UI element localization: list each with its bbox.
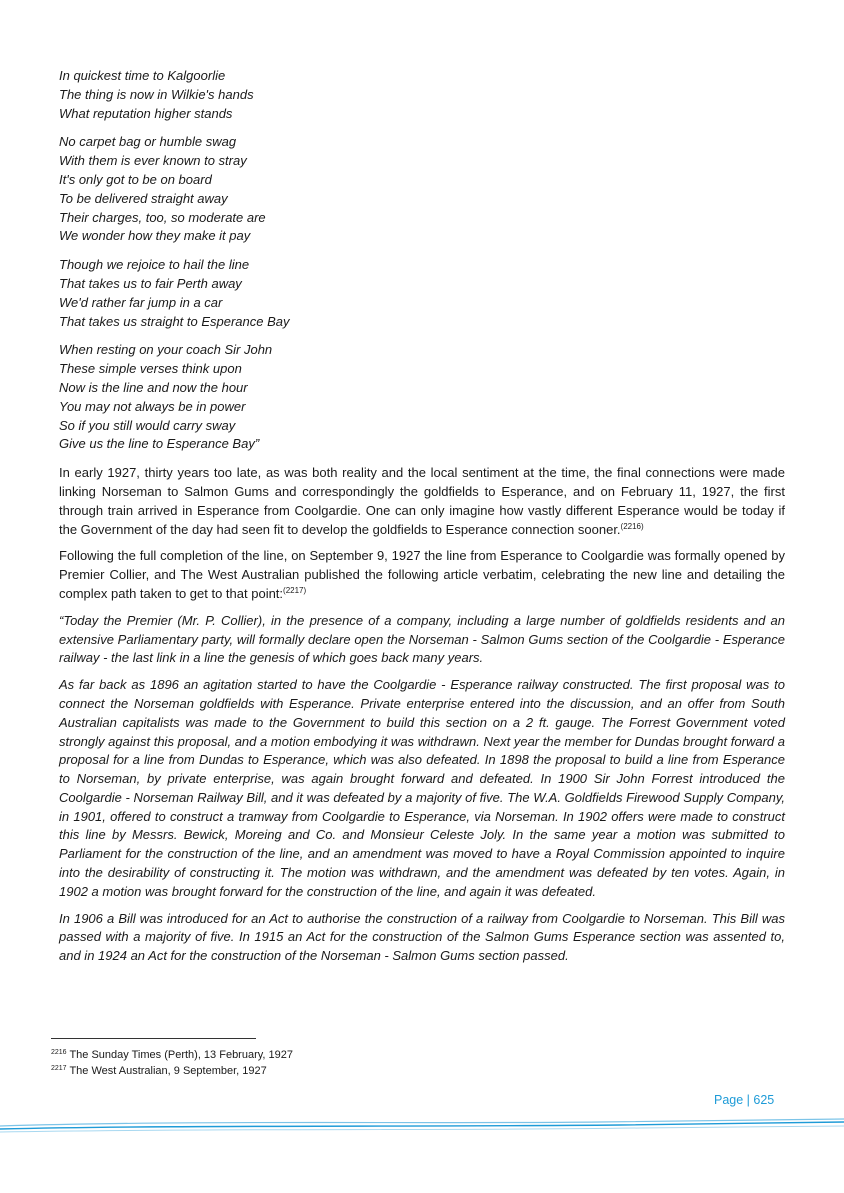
footnote-number: 2217 xyxy=(51,1064,67,1072)
poem-line: When resting on your coach Sir John xyxy=(59,342,273,358)
poem-line: Their charges, too, so moderate are xyxy=(59,209,266,225)
poem-line: These simple verses think upon xyxy=(59,361,242,377)
footnote-reference: (2217) xyxy=(283,585,307,595)
footnote-text: The West Australian, 9 September, 1927 xyxy=(69,1064,267,1077)
poem-line: That takes us to fair Perth away xyxy=(59,275,242,291)
body-paragraph xyxy=(59,547,785,603)
poem-line: The thing is now in Wilkie's hands xyxy=(59,86,254,102)
quoted-paragraph xyxy=(59,676,785,902)
poem-line: In quickest time to Kalgoorlie xyxy=(59,68,226,83)
footnote-number: 2216 xyxy=(51,1049,67,1056)
poem-stanza xyxy=(59,256,785,331)
footnote-reference: (2216) xyxy=(620,521,644,531)
page-number: Page | 625 xyxy=(714,1093,775,1107)
paragraph-text: Following the full completion of the line, on September 9, 1927 the line from Esperance to Coolgardie was formally opened by Premier Collier, and The West Australian published the following article verbatim, celebrating the new line and detailing the complex path taken to get to that point: xyxy=(59,548,785,601)
poem-line: With them is ever known to stray xyxy=(59,153,247,169)
footnote-divider xyxy=(51,1038,256,1039)
poem-line: To be delivered straight away xyxy=(59,190,228,206)
poem-line: Give us the line to Esperance Bay” xyxy=(59,436,260,452)
quoted-paragraph xyxy=(59,910,785,966)
poem-line: So if you still would carry sway xyxy=(59,417,236,433)
poem-stanza xyxy=(59,67,785,123)
poem-line: We'd rather far jump in a car xyxy=(59,294,223,310)
page-content xyxy=(59,67,785,974)
poem-stanza xyxy=(59,341,785,454)
quoted-paragraph xyxy=(59,612,785,668)
poem-line: What reputation higher stands xyxy=(59,105,233,121)
poem-line: No carpet bag or humble swag xyxy=(59,134,237,150)
body-paragraph xyxy=(59,464,785,539)
paragraph-text: In 1906 a Bill was introduced for an Act to authorise the construction of a railway from Coolgardie to Norseman. This Bill was passed with a majority of five. In 1915 an Act for the construction of the Salmon Gums Esperance section was assented to, and in 1924 an Act for the construction of the Norseman - Salmon Gums section passed. xyxy=(59,910,785,964)
poem-line: You may not always be in power xyxy=(59,398,246,414)
poem-line: Now is the line and now the hour xyxy=(59,379,248,395)
footnote xyxy=(51,1048,293,1064)
poem-line: It's only got to be on board xyxy=(59,171,212,187)
paragraph-text: As far back as 1896 an agitation started to have the Coolgardie - Esperance railway constructed. The first proposal was to connect the Norseman goldfields with Esperance. Private enterprise entered into the discussion, and an offer from South Australian capitalists was made to the Government to build this section on a 2 ft. gauge. The Forrest Government voted strongly against this proposal, and a motion embodying it was withdrawn. Next year the member for Dundas brought forward a proposal for a line from Dundas to Esperance, which was also defeated. In 1898 the proposal to build a line from Esperance to Norseman, by private enterprise, was again brought forward and defeated. In 1900 Sir John Forrest introduced the Coolgardie - Norseman Railway Bill, and it was defeated by a majority of five. The W.A. Goldfields Firewood Supply Company, in 1901, offered to construct a tramway from Coolgardie to Esperance, via Norseman. In 1902 offers were made to construct this line by Messrs. Bewick, Moreing and Co. and Monsieur Celeste Joly. In the same year a motion was submitted to Parliament for the construction of the line, and an amendment was moved to have a Royal Commission appointed to inquire into the desirability of constructing it. The motion was withdrawn, and the amendment was defeated by ten votes. Again, in 1902 a motion was brought forward for the construction of the line, and again it was defeated. xyxy=(59,677,785,899)
footnotes xyxy=(51,1048,293,1079)
decorative-wave-footer xyxy=(0,1108,844,1138)
footnote xyxy=(51,1064,293,1080)
paragraph-text: In early 1927, thirty years too late, as was both reality and the local sentiment at the time, the final connections were made linking Norseman to Salmon Gums and correspondingly the goldfields to Esperance, and on February 11, 1927, the first through train arrived in Esperance from Coolgardie. One can only imagine how vastly different Esperance would be today if the Government of the day had seen fit to develop the goldfields to Esperance connection sooner. xyxy=(59,465,785,537)
poem-line: Though we rejoice to hail the line xyxy=(59,257,250,273)
poem-line: We wonder how they make it pay xyxy=(59,228,251,244)
poem-stanza xyxy=(59,133,785,246)
paragraph-text: “Today the Premier (Mr. P. Collier), in the presence of a company, including a large number of goldfields residents and an extensive Parliamentary party, will formally declare open the Norseman - Salmon Gums section of the Coolgardie - Esperance railway - the last link in a line the genesis of which goes back many years. xyxy=(59,612,785,666)
poem-line: That takes us straight to Esperance Bay xyxy=(59,313,290,329)
footnote-text: The Sunday Times (Perth), 13 February, 1927 xyxy=(69,1049,294,1061)
